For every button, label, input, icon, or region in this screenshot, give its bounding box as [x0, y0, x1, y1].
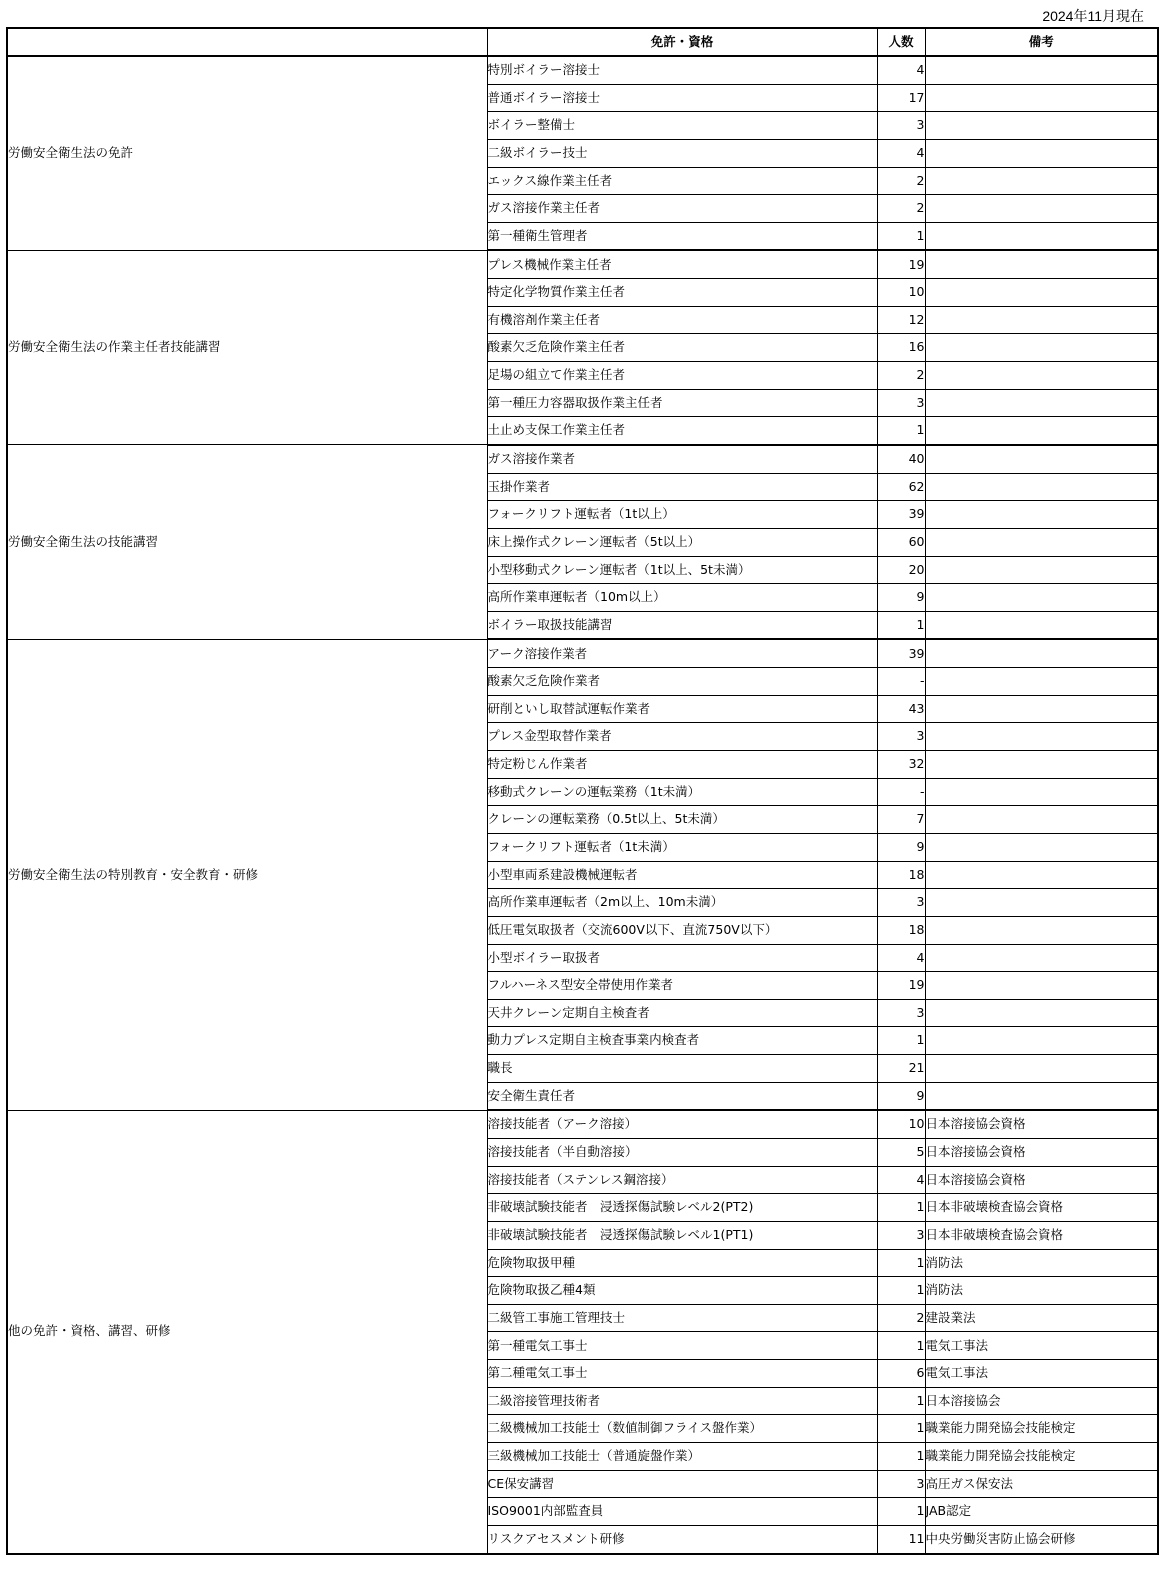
count-cell: 39: [877, 501, 925, 529]
count-cell: 18: [877, 916, 925, 944]
qualification-name-cell: 床上操作式クレーン運転者（5t以上）: [487, 528, 877, 556]
note-cell: [925, 167, 1158, 195]
count-cell: 40: [877, 445, 925, 473]
note-cell: JAB認定: [925, 1498, 1158, 1526]
qualification-name-cell: 移動式クレーンの運転業務（1t未満）: [487, 778, 877, 806]
qualification-name-cell: 安全衛生責任者: [487, 1082, 877, 1110]
count-cell: 2: [877, 1304, 925, 1332]
qualification-name-cell: 高所作業車運転者（10m以上）: [487, 584, 877, 612]
qualification-name-cell: 玉掛作業者: [487, 473, 877, 501]
note-cell: 消防法: [925, 1277, 1158, 1305]
qualification-name-cell: 職長: [487, 1055, 877, 1083]
qualification-name-cell: 特定粉じん作業者: [487, 751, 877, 779]
qualification-name-cell: 普通ボイラー溶接士: [487, 84, 877, 112]
category-cell: 労働安全衛生法の作業主任者技能講習: [7, 250, 487, 444]
qualification-name-cell: 酸素欠乏危険作業者: [487, 668, 877, 696]
note-cell: 日本溶接協会資格: [925, 1138, 1158, 1166]
count-cell: 1: [877, 1387, 925, 1415]
count-cell: 4: [877, 139, 925, 167]
note-cell: [925, 445, 1158, 473]
count-cell: 3: [877, 389, 925, 417]
count-cell: 3: [877, 889, 925, 917]
count-cell: 9: [877, 1082, 925, 1110]
qualification-name-cell: 小型移動式クレーン運転者（1t以上、5t未満）: [487, 556, 877, 584]
qualification-name-cell: リスクアセスメント研修: [487, 1525, 877, 1553]
count-cell: 6: [877, 1360, 925, 1388]
count-cell: 43: [877, 695, 925, 723]
qualification-name-cell: ガス溶接作業主任者: [487, 195, 877, 223]
note-cell: 建設業法: [925, 1304, 1158, 1332]
note-cell: 日本溶接協会資格: [925, 1110, 1158, 1138]
header-count: 人数: [877, 28, 925, 56]
note-cell: [925, 668, 1158, 696]
qualification-name-cell: フルハーネス型安全帯使用作業者: [487, 972, 877, 1000]
note-cell: [925, 279, 1158, 307]
qualification-name-cell: 二級機械加工技能士（数値制御フライス盤作業）: [487, 1415, 877, 1443]
note-cell: [925, 473, 1158, 501]
count-cell: 18: [877, 861, 925, 889]
table-row: [7, 445, 1158, 473]
qualification-name-cell: プレス金型取替作業者: [487, 723, 877, 751]
note-cell: 電気工事法: [925, 1332, 1158, 1360]
count-cell: 1: [877, 1415, 925, 1443]
count-cell: 9: [877, 833, 925, 861]
count-cell: 4: [877, 1166, 925, 1194]
count-cell: 60: [877, 528, 925, 556]
count-cell: 21: [877, 1055, 925, 1083]
note-cell: [925, 778, 1158, 806]
note-cell: [925, 362, 1158, 390]
qualification-name-cell: エックス線作業主任者: [487, 167, 877, 195]
count-cell: 19: [877, 972, 925, 1000]
qualification-name-cell: CE保安講習: [487, 1470, 877, 1498]
qualification-name-cell: 非破壊試験技能者 浸透探傷試験レベル1(PT1): [487, 1221, 877, 1249]
note-cell: 日本溶接協会: [925, 1387, 1158, 1415]
note-cell: 高圧ガス保安法: [925, 1470, 1158, 1498]
category-cell: 労働安全衛生法の技能講習: [7, 445, 487, 639]
note-cell: [925, 944, 1158, 972]
qualification-name-cell: 第一種電気工事士: [487, 1332, 877, 1360]
count-cell: 1: [877, 1249, 925, 1277]
qualification-name-cell: 二級溶接管理技術者: [487, 1387, 877, 1415]
note-cell: [925, 195, 1158, 223]
qualification-name-cell: 低圧電気取扱者（交流600V以下、直流750V以下）: [487, 916, 877, 944]
note-cell: [925, 112, 1158, 140]
count-cell: 7: [877, 806, 925, 834]
note-cell: [925, 334, 1158, 362]
note-cell: [925, 250, 1158, 278]
header-row: [7, 28, 1158, 56]
qualification-name-cell: ガス溶接作業者: [487, 445, 877, 473]
note-cell: 日本非破壊検査協会資格: [925, 1194, 1158, 1222]
date-label: 2024年11月現在: [1042, 8, 1144, 24]
qualification-name-cell: 二級管工事施工管理技士: [487, 1304, 877, 1332]
note-cell: [925, 972, 1158, 1000]
count-cell: 1: [877, 1498, 925, 1526]
note-cell: [925, 56, 1158, 84]
category-cell: 労働安全衛生法の特別教育・安全教育・研修: [7, 639, 487, 1110]
count-cell: 1: [877, 611, 925, 639]
category-cell: 他の免許・資格、講習、研修: [7, 1110, 487, 1553]
qualification-name-cell: プレス機械作業主任者: [487, 250, 877, 278]
table-row: [7, 1110, 1158, 1138]
table-row: [7, 56, 1158, 84]
count-cell: 1: [877, 1277, 925, 1305]
qualification-name-cell: 小型ボイラー取扱者: [487, 944, 877, 972]
note-cell: [925, 751, 1158, 779]
count-cell: 9: [877, 584, 925, 612]
count-cell: 2: [877, 167, 925, 195]
header-note: 備考: [925, 28, 1158, 56]
qualification-name-cell: 酸素欠乏危険作業主任者: [487, 334, 877, 362]
note-cell: [925, 916, 1158, 944]
count-cell: 11: [877, 1525, 925, 1553]
qualifications-table: [6, 27, 1159, 1555]
count-cell: 12: [877, 306, 925, 334]
note-cell: [925, 999, 1158, 1027]
qualification-name-cell: 天井クレーン定期自主検査者: [487, 999, 877, 1027]
note-cell: [925, 611, 1158, 639]
qualification-name-cell: 高所作業車運転者（2m以上、10m未満）: [487, 889, 877, 917]
count-cell: 5: [877, 1138, 925, 1166]
qualification-name-cell: 土止め支保工作業主任者: [487, 417, 877, 445]
qualification-name-cell: 二級ボイラー技士: [487, 139, 877, 167]
qualification-name-cell: 第二種電気工事士: [487, 1360, 877, 1388]
qualification-name-cell: 第一種圧力容器取扱作業主任者: [487, 389, 877, 417]
note-cell: [925, 501, 1158, 529]
count-cell: 10: [877, 1110, 925, 1138]
qualification-name-cell: フォークリフト運転者（1t以上）: [487, 501, 877, 529]
qualification-name-cell: 研削といし取替試運転作業者: [487, 695, 877, 723]
count-cell: 19: [877, 250, 925, 278]
count-cell: -: [877, 778, 925, 806]
count-cell: 1: [877, 1194, 925, 1222]
qualification-name-cell: 有機溶剤作業主任者: [487, 306, 877, 334]
note-cell: [925, 556, 1158, 584]
count-cell: 17: [877, 84, 925, 112]
note-cell: [925, 861, 1158, 889]
count-cell: 16: [877, 334, 925, 362]
count-cell: 3: [877, 1470, 925, 1498]
count-cell: 3: [877, 1221, 925, 1249]
count-cell: 4: [877, 944, 925, 972]
note-cell: 消防法: [925, 1249, 1158, 1277]
note-cell: [925, 889, 1158, 917]
count-cell: 39: [877, 639, 925, 667]
qualification-name-cell: 特別ボイラー溶接士: [487, 56, 877, 84]
note-cell: [925, 584, 1158, 612]
note-cell: [925, 1027, 1158, 1055]
count-cell: 3: [877, 999, 925, 1027]
note-cell: [925, 417, 1158, 445]
qualification-name-cell: 特定化学物質作業主任者: [487, 279, 877, 307]
count-cell: 1: [877, 1443, 925, 1471]
note-cell: [925, 723, 1158, 751]
note-cell: 日本非破壊検査協会資格: [925, 1221, 1158, 1249]
qualification-name-cell: フォークリフト運転者（1t未満）: [487, 833, 877, 861]
qualification-name-cell: ボイラー整備士: [487, 112, 877, 140]
note-cell: [925, 222, 1158, 250]
note-cell: 中央労働災害防止協会研修: [925, 1525, 1158, 1553]
category-cell: 労働安全衛生法の免許: [7, 56, 487, 250]
count-cell: 4: [877, 56, 925, 84]
count-cell: 1: [877, 1332, 925, 1360]
note-cell: [925, 833, 1158, 861]
qualification-name-cell: 溶接技能者（ステンレス鋼溶接）: [487, 1166, 877, 1194]
note-cell: [925, 84, 1158, 112]
qualification-name-cell: 溶接技能者（アーク溶接）: [487, 1110, 877, 1138]
qualification-name-cell: クレーンの運転業務（0.5t以上、5t未満）: [487, 806, 877, 834]
qualification-name-cell: アーク溶接作業者: [487, 639, 877, 667]
count-cell: -: [877, 668, 925, 696]
note-cell: [925, 139, 1158, 167]
count-cell: 32: [877, 751, 925, 779]
header-category: [7, 28, 487, 56]
count-cell: 1: [877, 1027, 925, 1055]
note-cell: [925, 806, 1158, 834]
note-cell: [925, 306, 1158, 334]
table-row: [7, 639, 1158, 667]
note-cell: 職業能力開発協会技能検定: [925, 1443, 1158, 1471]
qualification-name-cell: 動力プレス定期自主検査事業内検査者: [487, 1027, 877, 1055]
qualification-name-cell: 溶接技能者（半自動溶接）: [487, 1138, 877, 1166]
header-name: 免許・資格: [487, 28, 877, 56]
note-cell: [925, 1055, 1158, 1083]
qualification-name-cell: ボイラー取扱技能講習: [487, 611, 877, 639]
qualification-name-cell: 危険物取扱乙種4類: [487, 1277, 877, 1305]
count-cell: 62: [877, 473, 925, 501]
note-cell: [925, 695, 1158, 723]
count-cell: 10: [877, 279, 925, 307]
table-body: [7, 56, 1158, 1554]
count-cell: 20: [877, 556, 925, 584]
qualification-name-cell: 危険物取扱甲種: [487, 1249, 877, 1277]
count-cell: 3: [877, 723, 925, 751]
note-cell: [925, 389, 1158, 417]
count-cell: 3: [877, 112, 925, 140]
qualification-name-cell: 足場の組立て作業主任者: [487, 362, 877, 390]
qualification-name-cell: 三級機械加工技能士（普通旋盤作業）: [487, 1443, 877, 1471]
note-cell: 職業能力開発協会技能検定: [925, 1415, 1158, 1443]
qualification-name-cell: 非破壊試験技能者 浸透探傷試験レベル2(PT2): [487, 1194, 877, 1222]
note-cell: 日本溶接協会資格: [925, 1166, 1158, 1194]
count-cell: 2: [877, 362, 925, 390]
count-cell: 1: [877, 417, 925, 445]
qualification-name-cell: 小型車両系建設機械運転者: [487, 861, 877, 889]
qualification-name-cell: 第一種衛生管理者: [487, 222, 877, 250]
table-row: [7, 250, 1158, 278]
note-cell: [925, 639, 1158, 667]
count-cell: 2: [877, 195, 925, 223]
note-cell: [925, 528, 1158, 556]
count-cell: 1: [877, 222, 925, 250]
qualification-name-cell: ISO9001内部監査員: [487, 1498, 877, 1526]
note-cell: 電気工事法: [925, 1360, 1158, 1388]
note-cell: [925, 1082, 1158, 1110]
